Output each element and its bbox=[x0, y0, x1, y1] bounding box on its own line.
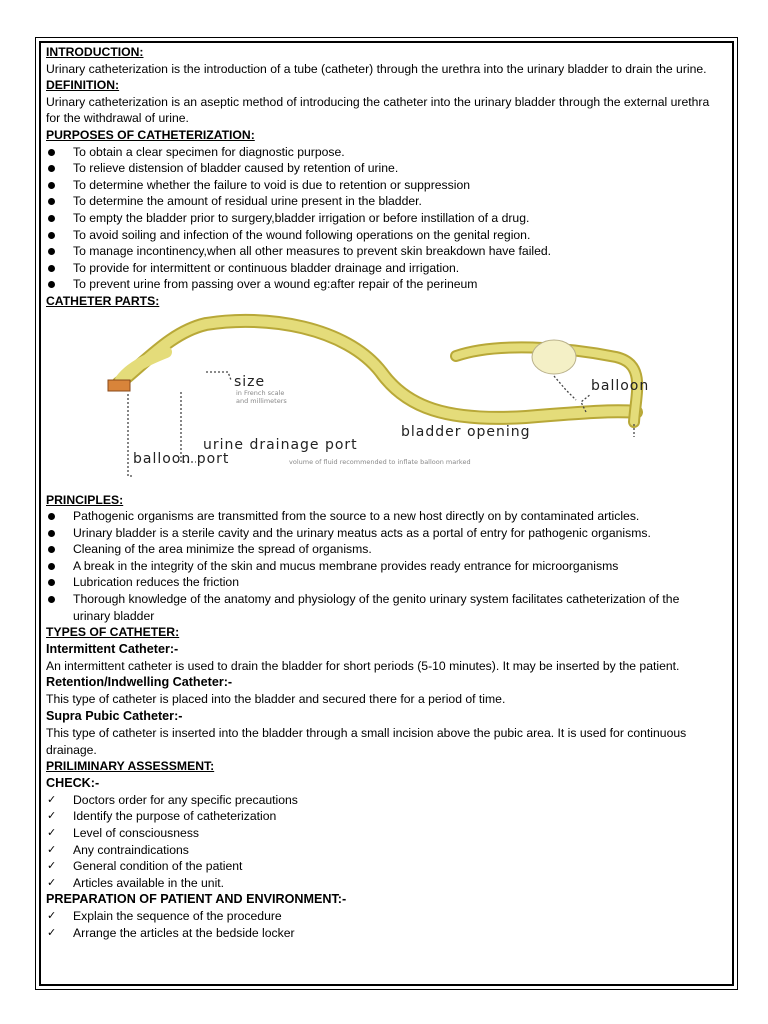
list-item: Urinary bladder is a sterile cavity and the urinary meatus acts as a portal of entry for pathogenic organisms. bbox=[46, 525, 718, 542]
balloon-shape bbox=[532, 340, 576, 374]
list-item: To provide for intermittent or continuous bladder drainage and irrigation. bbox=[46, 260, 718, 277]
document-body bbox=[46, 44, 718, 942]
list-item: ✓ Articles available in the unit. bbox=[46, 875, 718, 892]
list-item: ✓ General condition of the patient bbox=[46, 858, 718, 875]
list-item: Lubrication reduces the friction bbox=[46, 574, 718, 591]
suprapubic-title: Supra Pubic Catheter:- bbox=[46, 709, 183, 724]
list-item: ✓ Any contraindications bbox=[46, 842, 718, 859]
size-note-1: in French scale bbox=[236, 388, 285, 397]
catheter-branch bbox=[121, 352, 166, 380]
principles-list bbox=[46, 508, 718, 624]
catheter-diagram bbox=[46, 312, 718, 492]
intermittent-title: Intermittent Catheter:- bbox=[46, 641, 179, 656]
definition-heading: DEFINITION: bbox=[46, 78, 120, 93]
check-title: CHECK:- bbox=[46, 775, 100, 790]
types-heading: TYPES OF CATHETER: bbox=[46, 625, 180, 640]
list-item: Pathogenic organisms are transmitted from the source to a new host directly on by contaminated articles. bbox=[46, 508, 718, 525]
balloon-port-label: balloon port bbox=[133, 450, 230, 467]
list-item: ✓ Explain the sequence of the procedure bbox=[46, 908, 718, 925]
balloon-label: balloon bbox=[591, 377, 650, 394]
list-item: To obtain a clear specimen for diagnostic purpose. bbox=[46, 144, 718, 161]
preparation-list bbox=[46, 908, 718, 941]
list-item: To prevent urine from passing over a wound eg:after repair of the perineum bbox=[46, 276, 718, 293]
introduction-text: Urinary catheterization is the introduction of a tube (catheter) through the urethra into the urinary bladder to drain the urine. bbox=[46, 61, 707, 76]
size-note-2: and millimeters bbox=[236, 396, 287, 405]
intermittent-text: An intermittent catheter is used to drain the bladder for short periods (5-10 minutes). It may be inserted by the patient. bbox=[46, 658, 680, 673]
suprapubic-text: This type of catheter is inserted into the bladder through a small incision above the pubic area. It is used for continuous drainage. bbox=[46, 726, 687, 757]
list-item: ✓ Identify the purpose of catheterization bbox=[46, 808, 718, 825]
list-item: A break in the integrity of the skin and mucus membrane provides ready entrance for microorganisms bbox=[46, 558, 718, 575]
catheter-parts-heading: CATHETER PARTS: bbox=[46, 293, 160, 308]
list-item: ✓ Doctors order for any specific precautions bbox=[46, 792, 718, 809]
retention-text: This type of catheter is placed into the bladder and secured there for a period of time. bbox=[46, 692, 506, 707]
introduction-heading: INTRODUCTION: bbox=[46, 45, 144, 59]
list-item: To manage incontinency,when all other measures to prevent skin breakdown have failed. bbox=[46, 243, 718, 260]
list-item: ✓ Arrange the articles at the bedside locker bbox=[46, 925, 718, 942]
retention-title: Retention/Indwelling Catheter:- bbox=[46, 675, 233, 690]
list-item: To determine whether the failure to void is due to retention or suppression bbox=[46, 177, 718, 194]
urine-drainage-port-label: urine drainage port bbox=[203, 436, 358, 453]
list-item: ✓ Level of consciousness bbox=[46, 825, 718, 842]
assessment-heading: PRILIMINARY ASSESSMENT: bbox=[46, 759, 215, 774]
check-list bbox=[46, 792, 718, 892]
definition-text: Urinary catheterization is an aseptic method of introducing the catheter into the urinary bladder through the external urethra for the withdrawal of urine. bbox=[46, 94, 710, 126]
balloon-leader-line bbox=[554, 376, 576, 400]
size-label: size bbox=[234, 373, 266, 390]
purposes-list bbox=[46, 144, 718, 293]
list-item: To empty the bladder prior to surgery,bladder irrigation or before instillation of a drug. bbox=[46, 210, 718, 227]
list-item: To relieve distension of bladder caused by retention of urine. bbox=[46, 160, 718, 177]
balloon-port-note: volume of fluid recommended to inflate balloon marked bbox=[289, 457, 471, 466]
bladder-opening-label: bladder opening bbox=[401, 423, 531, 440]
preparation-title: PREPARATION OF PATIENT AND ENVIRONMENT:- bbox=[46, 892, 347, 907]
list-item: Thorough knowledge of the anatomy and physiology of the genito urinary system facilitates catheterization of the urinary bladder bbox=[46, 591, 718, 624]
list-item: To determine the amount of residual urine present in the bladder. bbox=[46, 193, 718, 210]
principles-heading: PRINCIPLES: bbox=[46, 492, 124, 507]
size-leader-line bbox=[206, 372, 231, 380]
list-item: To avoid soiling and infection of the wound following operations on the genital region. bbox=[46, 227, 718, 244]
purposes-heading: PURPOSES OF CATHETERIZATION: bbox=[46, 127, 255, 142]
balloon-valve bbox=[108, 380, 130, 391]
list-item: Cleaning of the area minimize the spread of organisms. bbox=[46, 541, 718, 558]
